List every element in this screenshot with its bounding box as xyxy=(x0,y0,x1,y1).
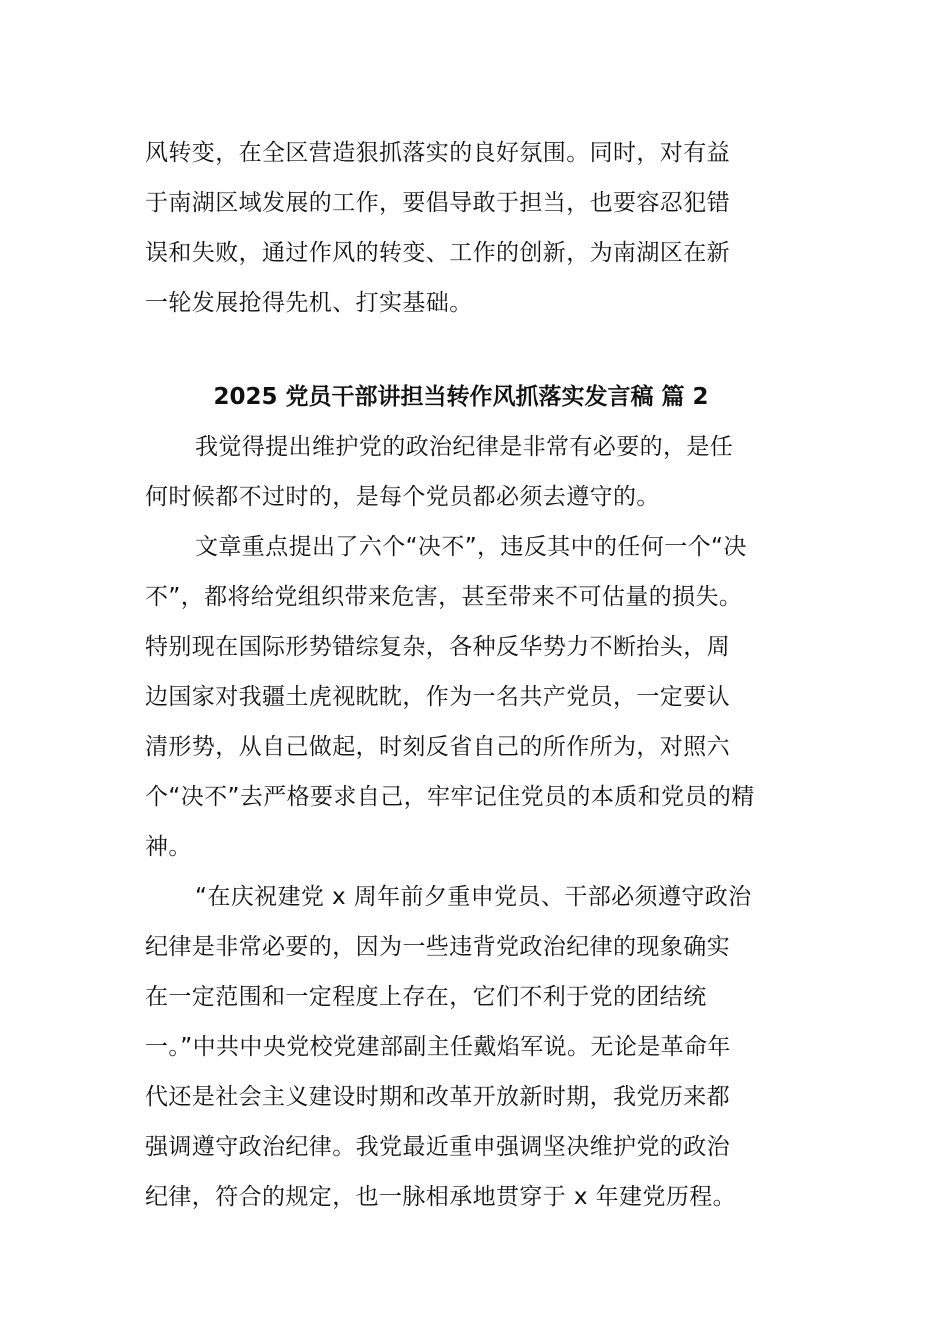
text-line: 一轮发展抢得先机、打实基础。 xyxy=(145,290,473,316)
paragraph-3 xyxy=(145,872,807,1222)
paragraph-2 xyxy=(145,522,807,872)
paragraph-continued xyxy=(145,128,807,328)
text-line: “在庆祝建党 x 周年前夕重申党员、干部必须遵守政治 xyxy=(195,884,752,910)
text-line: 误和失败，通过作风的转变、工作的创新，为南湖区在新 xyxy=(145,240,730,266)
text-line: 在一定范围和一定程度上存在，它们不利于党的团结统 xyxy=(145,984,707,1010)
paragraph-spacer xyxy=(145,328,807,372)
text-line: 强调遵守政治纪律。我党最近重申强调坚决维护党的政治 xyxy=(145,1134,730,1160)
text-line: 边国家对我疆土虎视眈眈，作为一名共产党员，一定要认 xyxy=(145,684,730,710)
text-line: 代还是社会主义建设时期和改革开放新时期，我党历来都 xyxy=(145,1084,730,1110)
text-line: 纪律是非常必要的，因为一些违背党政治纪律的现象确实 xyxy=(145,934,730,960)
paragraph-1 xyxy=(145,422,807,522)
text-line: 文章重点提出了六个“决不”，违反其中的任何一个“决 xyxy=(195,534,747,560)
section-title: 2025 党员干部讲担当转作风抓落实发言稿 篇 2 xyxy=(213,384,709,410)
text-line: 于南湖区域发展的工作，要倡导敢于担当，也要容忍犯错 xyxy=(145,190,730,216)
text-line: 一。”中共中央党校党建部副主任戴焰军说。无论是革命年 xyxy=(145,1034,731,1060)
text-line: 纪律，符合的规定，也一脉相承地贯穿于 x 年建党历程。 xyxy=(145,1184,737,1210)
text-line: 风转变，在全区营造狠抓落实的良好氛围。同时，对有益 xyxy=(145,140,730,166)
text-line: 个“决不”去严格要求自己，牢牢记住党员的本质和党员的精 xyxy=(145,784,755,810)
text-line: 不”，都将给党组织带来危害，甚至带来不可估量的损失。 xyxy=(145,584,743,610)
text-line: 何时候都不过时的，是每个党员都必须去遵守的。 xyxy=(145,484,660,510)
text-line: 神。 xyxy=(145,834,192,860)
text-line: 我觉得提出维护党的政治纪律是非常有必要的，是任 xyxy=(195,434,734,460)
document-body xyxy=(145,128,807,1222)
text-line: 清形势，从自己做起，时刻反省自己的所作所为，对照六 xyxy=(145,734,730,760)
text-line: 特别现在国际形势错综复杂，各种反华势力不断抬头，周 xyxy=(145,634,730,660)
